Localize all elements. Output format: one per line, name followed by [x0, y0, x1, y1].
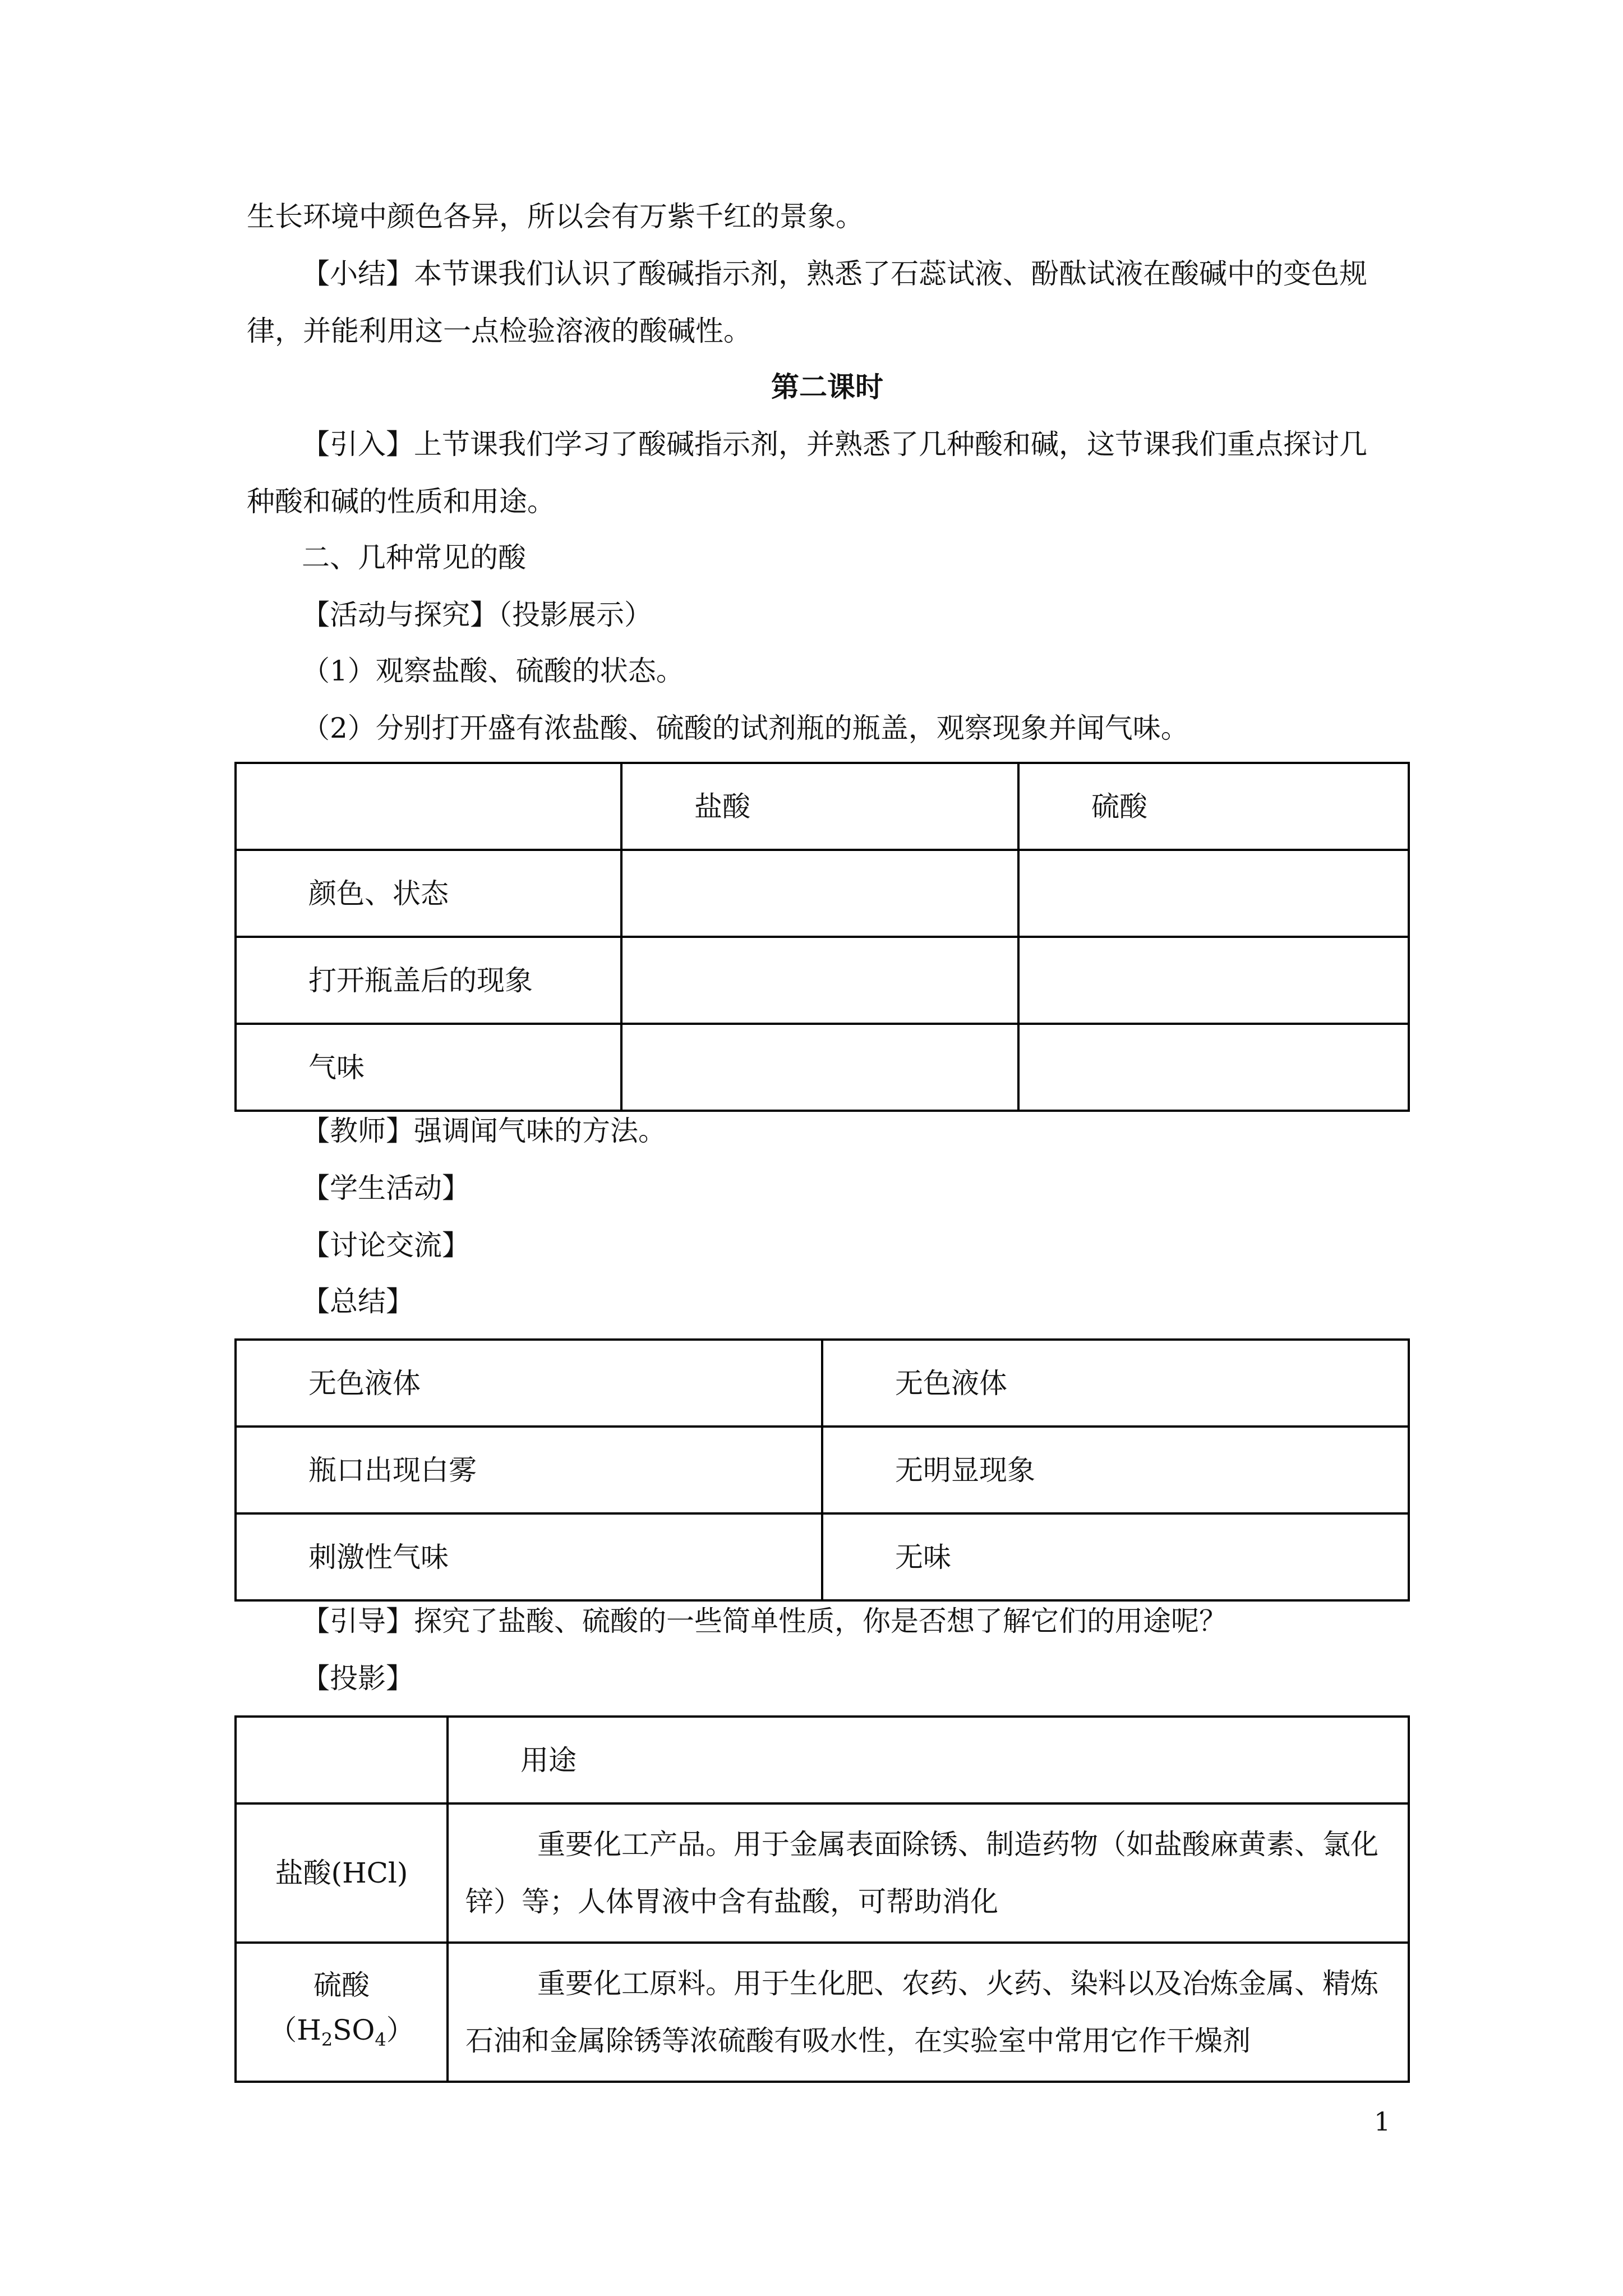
table-row	[236, 1943, 1409, 2082]
student-activity-line: 【学生活动】	[302, 1172, 470, 1204]
guide-line: 【引导】探究了盐酸、硫酸的一些简单性质，你是否想了解它们的用途呢？	[302, 1605, 1227, 1637]
step-2: （2）分别打开盛有浓盐酸、硫酸的试剂瓶的瓶盖，观察现象并闻气味。	[302, 712, 1189, 744]
section-title: 第二课时	[771, 370, 883, 403]
acid-use: 重要化工原料。用于生化肥、农药、火药、染料以及冶炼金属、精炼石油和金属除锈等浓硫酸有吸水性，在实验室中常用它作干燥剂	[448, 1943, 1409, 2082]
step-1: （1）观察盐酸、硫酸的状态。	[302, 655, 684, 687]
table-cell	[236, 1717, 448, 1803]
text-line: 种酸和碱的性质和用途。	[247, 485, 555, 518]
table-row: 气味	[236, 1024, 1409, 1111]
table-row: 无色液体 无色液体	[236, 1340, 1409, 1427]
acid-use: 重要化工产品。用于金属表面除锈、制造药物（如盐酸麻黄素、氯化锌）等；人体胃液中含有盐酸，可帮助消化	[448, 1803, 1409, 1943]
acid-name: 硫酸 $(H_2SO_4)$	[236, 1943, 448, 2082]
text-line: 律，并能利用这一点检验溶液的酸碱性。	[247, 315, 751, 347]
table-cell	[236, 763, 621, 850]
uses-table	[234, 1715, 1410, 2083]
sulfuric-acid-formula: $(H_2SO_4)$	[269, 2013, 414, 2050]
table-header: 用途	[448, 1717, 1409, 1803]
summary-line: 【小结】本节课我们认识了酸碱指示剂，熟悉了石蕊试液、酚酞试液在酸碱中的变色规	[302, 257, 1367, 290]
heading-acids: 二、几种常见的酸	[302, 541, 526, 574]
conclusion-line: 【总结】	[302, 1285, 414, 1318]
table-row: 瓶口出现白雾 无明显现象	[236, 1427, 1409, 1513]
table-header: 盐酸	[621, 763, 1018, 850]
table-row: 刺激性气味 无味	[236, 1513, 1409, 1600]
table-row: 颜色、状态	[236, 850, 1409, 937]
table-row: 打开瓶盖后的现象	[236, 937, 1409, 1024]
activity-line: 【活动与探究】（投影展示）	[302, 599, 652, 631]
observation-table	[234, 762, 1410, 1112]
table-header: 硫酸	[1018, 763, 1409, 850]
acid-name: 盐酸(HCl)	[236, 1803, 448, 1943]
teacher-line: 【教师】强调闻气味的方法。	[302, 1115, 666, 1147]
page-number: 1	[1374, 2106, 1391, 2137]
intro-line: 【引入】上节课我们学习了酸碱指示剂，并熟悉了几种酸和碱，这节课我们重点探讨几	[302, 428, 1367, 461]
table-row	[236, 1803, 1409, 1943]
discussion-line: 【讨论交流】	[302, 1229, 470, 1262]
text-line: 生长环境中颜色各异，所以会有万紫千红的景象。	[247, 200, 864, 233]
summary-table	[234, 1338, 1410, 1602]
projection-line: 【投影】	[302, 1662, 414, 1695]
